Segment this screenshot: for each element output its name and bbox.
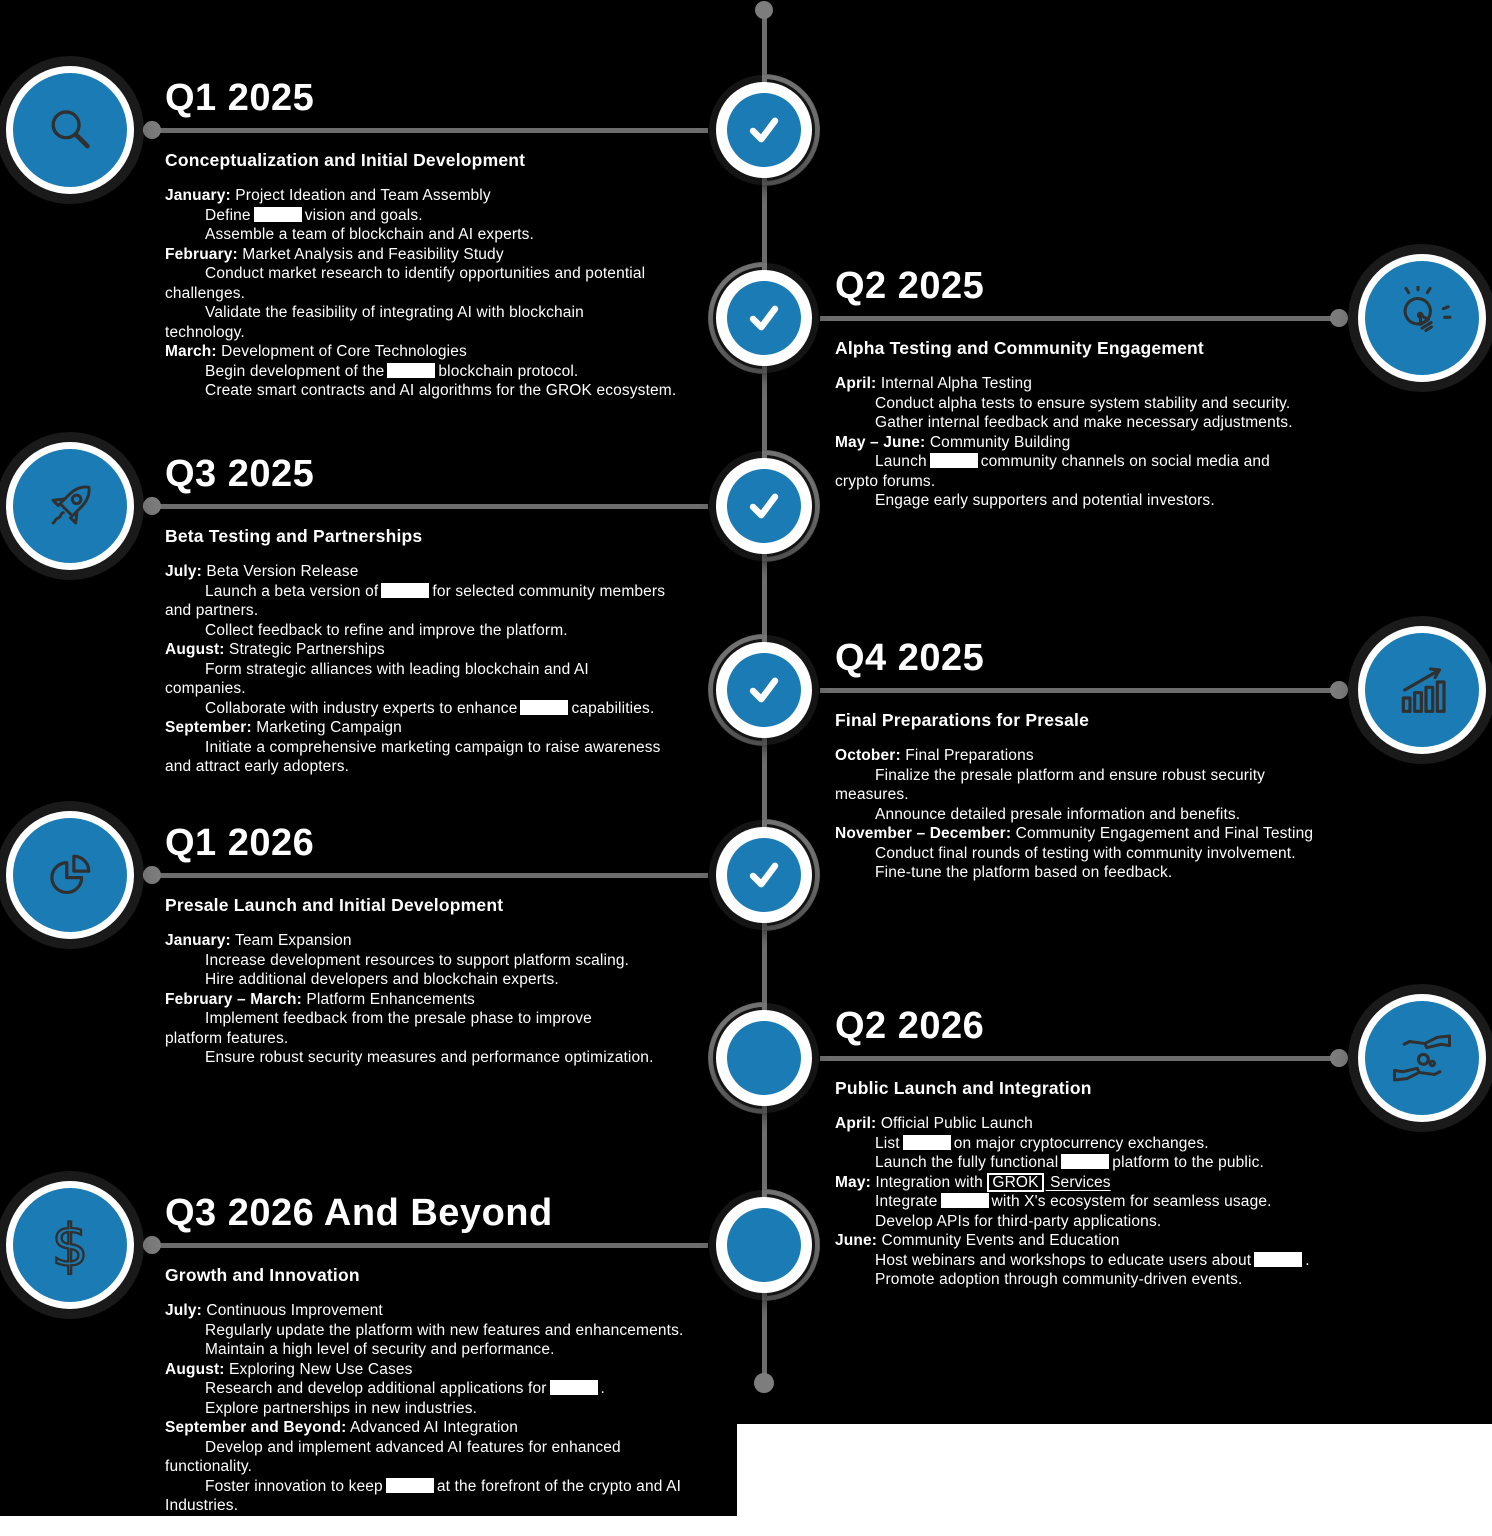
quarter-subtitle: Alpha Testing and Community Engagement bbox=[835, 338, 1204, 358]
body-line bbox=[835, 1114, 1380, 1134]
redacted-token bbox=[941, 1193, 989, 1208]
body-text: Launch bbox=[875, 453, 927, 470]
connector-line bbox=[820, 688, 1339, 693]
body-line bbox=[835, 374, 1380, 394]
redacted-token bbox=[930, 453, 978, 468]
redacted-token bbox=[1254, 1252, 1302, 1267]
body-text: Ensure robust security measures and performance optimization. bbox=[205, 1049, 654, 1066]
timeline-node bbox=[716, 1010, 812, 1106]
body-line bbox=[165, 1379, 750, 1399]
body-text: Foster innovation to keep bbox=[205, 1477, 383, 1495]
body-line bbox=[165, 206, 750, 226]
connector-dot bbox=[1330, 1049, 1348, 1067]
body-text: and partners. bbox=[165, 602, 259, 619]
body-text: Research and develop additional applications for bbox=[205, 1380, 547, 1397]
body-text: on major cryptocurrency exchanges. bbox=[953, 1134, 1209, 1152]
body-text: Community Events and Education bbox=[877, 1232, 1120, 1249]
body-text: functionality. bbox=[165, 1458, 253, 1475]
bold-label: August: bbox=[165, 641, 225, 658]
body-text: with X's ecosystem for seamless usage. bbox=[991, 1193, 1272, 1210]
icon-circle bbox=[1358, 994, 1486, 1122]
quarter-body bbox=[835, 374, 1380, 511]
body-text: Conduct alpha tests to ensure system stability and security. bbox=[875, 394, 1291, 412]
redacted-token bbox=[520, 700, 568, 715]
bold-label: November – December: bbox=[835, 825, 1012, 842]
timeline-start-dot bbox=[755, 1, 773, 19]
body-line bbox=[165, 757, 750, 777]
bold-label: May: bbox=[835, 1173, 871, 1191]
body-text: at the forefront of the crypto and AI bbox=[436, 1477, 682, 1495]
body-text: Hire additional developers and blockchain experts. bbox=[205, 971, 559, 988]
body-line bbox=[835, 413, 1380, 433]
connector-line bbox=[152, 873, 708, 878]
quarter-body bbox=[165, 1301, 750, 1516]
body-text: . bbox=[600, 1380, 606, 1397]
body-line bbox=[835, 452, 1380, 472]
body-line bbox=[835, 1212, 1380, 1232]
body-text: measures. bbox=[835, 786, 909, 803]
bold-label: September: bbox=[165, 719, 252, 736]
body-text: Final Preparations bbox=[900, 747, 1034, 764]
bold-label: April: bbox=[835, 375, 877, 392]
body-line bbox=[165, 718, 750, 738]
grok-boxed-text: GROK bbox=[987, 1173, 1043, 1192]
quarter-subtitle: Growth and Innovation bbox=[165, 1265, 360, 1285]
body-line bbox=[165, 225, 750, 245]
hands-coin-icon bbox=[1389, 1025, 1455, 1091]
body-text: challenges. bbox=[165, 284, 246, 302]
timeline-end-dot bbox=[754, 1373, 774, 1393]
body-line bbox=[165, 1457, 750, 1477]
redacted-token bbox=[550, 1380, 598, 1395]
bold-label: January: bbox=[165, 187, 231, 204]
body-line bbox=[165, 1360, 750, 1380]
body-text: Integration with bbox=[870, 1173, 988, 1191]
timeline-node-circle bbox=[727, 653, 801, 727]
body-text: Create smart contracts and AI algorithms for the GROK ecosystem. bbox=[205, 382, 677, 399]
body-line bbox=[165, 1477, 750, 1497]
body-line bbox=[165, 342, 750, 362]
bold-label: February: bbox=[165, 245, 238, 263]
icon-circle bbox=[1358, 626, 1486, 754]
quarter-subtitle: Presale Launch and Initial Development bbox=[165, 895, 504, 915]
connector-dot bbox=[143, 121, 161, 139]
check-icon bbox=[742, 668, 786, 712]
body-text: Advanced AI Integration bbox=[346, 1419, 519, 1436]
body-line bbox=[165, 621, 750, 641]
quarter-body bbox=[165, 931, 750, 1068]
bold-label: July: bbox=[165, 563, 202, 580]
grok-services-link[interactable]: GROK Services bbox=[987, 1174, 1110, 1191]
body-line bbox=[165, 1496, 750, 1516]
body-line bbox=[165, 970, 750, 990]
body-line bbox=[165, 679, 750, 699]
icon-circle bbox=[6, 442, 134, 570]
quarter-title: Q4 2025 bbox=[835, 637, 985, 679]
body-text: Community Building bbox=[925, 433, 1071, 451]
body-text: Explore partnerships in new industries. bbox=[205, 1399, 478, 1417]
body-text: Finalize the presale platform and ensure robust security bbox=[875, 766, 1266, 784]
body-text: Develop APIs for third-party applications. bbox=[875, 1212, 1162, 1230]
body-line bbox=[165, 1340, 750, 1360]
timeline-node-circle bbox=[727, 838, 801, 912]
icon-circle bbox=[6, 66, 134, 194]
body-text: capabilities. bbox=[571, 699, 655, 717]
body-line bbox=[835, 1192, 1380, 1212]
check-icon bbox=[742, 853, 786, 897]
body-line bbox=[165, 284, 750, 304]
icon-circle bbox=[1358, 254, 1486, 382]
body-text: for selected community members bbox=[432, 582, 666, 600]
body-line bbox=[835, 433, 1380, 453]
redacted-token bbox=[381, 583, 429, 598]
icon-circle bbox=[6, 811, 134, 939]
body-line bbox=[835, 1153, 1380, 1173]
body-line bbox=[165, 582, 750, 602]
connector-line bbox=[152, 128, 708, 133]
body-text: Launch a beta version of bbox=[205, 582, 379, 600]
body-text: technology. bbox=[165, 323, 245, 341]
body-line bbox=[165, 1418, 750, 1438]
body-line bbox=[835, 785, 1380, 805]
body-line bbox=[165, 186, 750, 206]
body-text: Fine-tune the platform based on feedback. bbox=[875, 864, 1173, 881]
body-text: Project Ideation and Team Assembly bbox=[230, 187, 491, 204]
magnifier-icon bbox=[39, 99, 101, 161]
connector-dot bbox=[1330, 681, 1348, 699]
quarter-body bbox=[835, 1114, 1380, 1290]
body-text: crypto forums. bbox=[835, 472, 936, 490]
connector-dot bbox=[1330, 309, 1348, 327]
magnifier-icon-circle bbox=[13, 73, 127, 187]
growth-chart-icon-circle bbox=[1365, 633, 1479, 747]
timeline-node-circle bbox=[727, 1021, 801, 1095]
bold-label: May – June: bbox=[835, 433, 926, 451]
body-text: Industries. bbox=[165, 1497, 239, 1514]
body-text: Platform Enhancements bbox=[301, 990, 475, 1008]
growth-chart-icon bbox=[1390, 658, 1454, 722]
timeline-node-circle bbox=[727, 469, 801, 543]
quarter-title: Q3 2025 bbox=[165, 453, 315, 495]
quarter-title: Q2 2026 bbox=[835, 1005, 985, 1047]
check-icon bbox=[742, 484, 786, 528]
body-line bbox=[835, 1270, 1380, 1290]
bold-label: August: bbox=[165, 1360, 225, 1378]
body-line bbox=[165, 323, 750, 343]
timeline-node bbox=[716, 642, 812, 738]
body-line bbox=[835, 844, 1380, 864]
body-text: platform to the public. bbox=[1112, 1154, 1264, 1171]
body-text: Conduct market research to identify opportunities and potential bbox=[205, 265, 646, 282]
body-text: Engage early supporters and potential investors. bbox=[875, 492, 1215, 509]
body-line bbox=[165, 245, 750, 265]
body-text: Maintain a high level of security and performance. bbox=[205, 1341, 555, 1358]
body-line bbox=[835, 1231, 1380, 1251]
redacted-token bbox=[387, 363, 435, 378]
body-text: Implement feedback from the presale phase to improve bbox=[205, 1010, 592, 1027]
body-line bbox=[835, 472, 1380, 492]
body-line bbox=[835, 863, 1380, 883]
bold-label: March: bbox=[165, 343, 217, 360]
timeline-node bbox=[716, 270, 812, 366]
body-text: Regularly update the platform with new features and enhancements. bbox=[205, 1321, 684, 1339]
timeline-node bbox=[716, 827, 812, 923]
dollar-icon-circle bbox=[13, 1188, 127, 1302]
svg-text:$: $ bbox=[51, 1212, 89, 1278]
quarter-title: Q1 2026 bbox=[165, 822, 315, 864]
connector-line bbox=[820, 316, 1339, 321]
bold-label: October: bbox=[835, 747, 901, 764]
quarter-title: Q2 2025 bbox=[835, 265, 985, 307]
body-text: Internal Alpha Testing bbox=[876, 375, 1033, 392]
body-text: Define bbox=[205, 206, 251, 224]
body-text: Increase development resources to support platform scaling. bbox=[205, 951, 630, 969]
bold-label: January: bbox=[165, 932, 231, 949]
quarter-subtitle: Public Launch and Integration bbox=[835, 1078, 1092, 1098]
body-text: Integrate bbox=[875, 1193, 938, 1210]
body-text: Market Analysis and Feasibility Study bbox=[237, 245, 504, 263]
connector-line bbox=[152, 504, 708, 509]
bold-label: February – March: bbox=[165, 990, 302, 1008]
body-line bbox=[165, 562, 750, 582]
timeline-node-circle bbox=[727, 281, 801, 355]
body-text: Official Public Launch bbox=[876, 1115, 1033, 1132]
body-text: Beta Version Release bbox=[201, 563, 359, 580]
timeline-node-circle bbox=[727, 1208, 801, 1282]
redacted-token bbox=[903, 1135, 951, 1150]
body-line bbox=[835, 766, 1380, 786]
bold-label: April: bbox=[835, 1115, 877, 1132]
body-line bbox=[165, 303, 750, 323]
body-text: Strategic Partnerships bbox=[224, 641, 385, 658]
body-text: Validate the feasibility of integrating AI with blockchain bbox=[205, 304, 584, 321]
body-text: Launch the fully functional bbox=[875, 1154, 1059, 1171]
body-text: . bbox=[1305, 1251, 1310, 1269]
body-text: Develop and implement advanced AI features for enhanced bbox=[205, 1438, 621, 1456]
body-text: Gather internal feedback and make necessary adjustments. bbox=[875, 414, 1293, 431]
body-text: Form strategic alliances with leading blockchain and AI bbox=[205, 660, 589, 678]
body-text: platform features. bbox=[165, 1029, 289, 1047]
timeline-node-circle bbox=[727, 93, 801, 167]
body-line bbox=[165, 362, 750, 382]
body-line bbox=[165, 640, 750, 660]
connector-line bbox=[820, 1056, 1339, 1061]
redacted-token bbox=[254, 207, 302, 222]
quarter-body bbox=[165, 186, 750, 401]
connector-dot bbox=[143, 497, 161, 515]
body-line bbox=[165, 931, 750, 951]
body-line bbox=[165, 1321, 750, 1341]
body-text: Announce detailed presale information and benefits. bbox=[875, 805, 1241, 823]
body-line bbox=[165, 1301, 750, 1321]
body-line bbox=[165, 1399, 750, 1419]
check-icon bbox=[742, 108, 786, 152]
redacted-token bbox=[386, 1478, 434, 1493]
bulb-icon bbox=[1390, 286, 1454, 350]
body-text: Assemble a team of blockchain and AI experts. bbox=[205, 226, 534, 243]
body-text: Team Expansion bbox=[230, 932, 352, 949]
body-text: companies. bbox=[165, 680, 246, 697]
quarter-body bbox=[165, 562, 750, 777]
timeline-node bbox=[716, 1197, 812, 1293]
body-line bbox=[835, 491, 1380, 511]
body-text: Marketing Campaign bbox=[251, 719, 402, 736]
body-text: community channels on social media and bbox=[980, 453, 1270, 470]
quarter-title: Q3 2026 And Beyond bbox=[165, 1192, 553, 1234]
check-icon bbox=[742, 296, 786, 340]
icon-circle bbox=[6, 1181, 134, 1309]
body-text: Conduct final rounds of testing with community involvement. bbox=[875, 844, 1296, 862]
body-text: Collect feedback to refine and improve the platform. bbox=[205, 621, 568, 639]
timeline-node bbox=[716, 458, 812, 554]
bold-label: July: bbox=[165, 1302, 202, 1319]
body-text: Promote adoption through community-driven events. bbox=[875, 1271, 1243, 1288]
body-text: List bbox=[875, 1134, 900, 1152]
body-line bbox=[165, 381, 750, 401]
bold-label: September and Beyond: bbox=[165, 1419, 347, 1436]
body-line bbox=[165, 1438, 750, 1458]
body-line bbox=[835, 746, 1380, 766]
body-line bbox=[165, 1029, 750, 1049]
body-line bbox=[165, 738, 750, 758]
quarter-subtitle: Conceptualization and Initial Development bbox=[165, 150, 526, 170]
body-text: Community Engagement and Final Testing bbox=[1011, 825, 1314, 842]
quarter-body bbox=[835, 746, 1380, 883]
body-text: blockchain protocol. bbox=[438, 362, 579, 380]
pie-chart-icon bbox=[39, 844, 101, 906]
connector-dot bbox=[143, 1236, 161, 1254]
hands-coin-icon-circle bbox=[1365, 1001, 1479, 1115]
body-line bbox=[835, 824, 1380, 844]
body-text: Begin development of the bbox=[205, 362, 385, 380]
quarter-subtitle: Final Preparations for Presale bbox=[835, 710, 1090, 730]
bold-label: June: bbox=[835, 1232, 878, 1249]
body-line bbox=[165, 1048, 750, 1068]
connector-dot bbox=[143, 866, 161, 884]
body-text: vision and goals. bbox=[304, 206, 423, 224]
rocket-icon-circle bbox=[13, 449, 127, 563]
timeline-node bbox=[716, 82, 812, 178]
body-text: Development of Core Technologies bbox=[216, 343, 467, 360]
body-line bbox=[835, 1134, 1380, 1154]
body-line bbox=[165, 601, 750, 621]
body-line bbox=[835, 1173, 1380, 1193]
body-text: Host webinars and workshops to educate users about bbox=[875, 1251, 1252, 1269]
body-text: Continuous Improvement bbox=[201, 1302, 383, 1319]
body-text: Exploring New Use Cases bbox=[224, 1360, 413, 1378]
body-text: Collaborate with industry experts to enhance bbox=[205, 699, 518, 717]
body-line bbox=[835, 394, 1380, 414]
dollar-icon bbox=[37, 1212, 103, 1278]
quarter-subtitle: Beta Testing and Partnerships bbox=[165, 526, 423, 546]
body-line bbox=[165, 1009, 750, 1029]
body-line bbox=[165, 990, 750, 1010]
pie-chart-icon-circle bbox=[13, 818, 127, 932]
body-line bbox=[165, 951, 750, 971]
body-line bbox=[165, 699, 750, 719]
body-line bbox=[165, 660, 750, 680]
quarter-title: Q1 2025 bbox=[165, 77, 315, 119]
body-line bbox=[835, 1251, 1380, 1271]
rocket-icon bbox=[38, 474, 102, 538]
body-line bbox=[165, 264, 750, 284]
body-text: and attract early adopters. bbox=[165, 758, 350, 775]
body-line bbox=[835, 805, 1380, 825]
redacted-token bbox=[1061, 1154, 1109, 1169]
connector-line bbox=[152, 1243, 708, 1248]
bulb-icon-circle bbox=[1365, 261, 1479, 375]
body-text: Initiate a comprehensive marketing campaign to raise awareness bbox=[205, 738, 661, 756]
